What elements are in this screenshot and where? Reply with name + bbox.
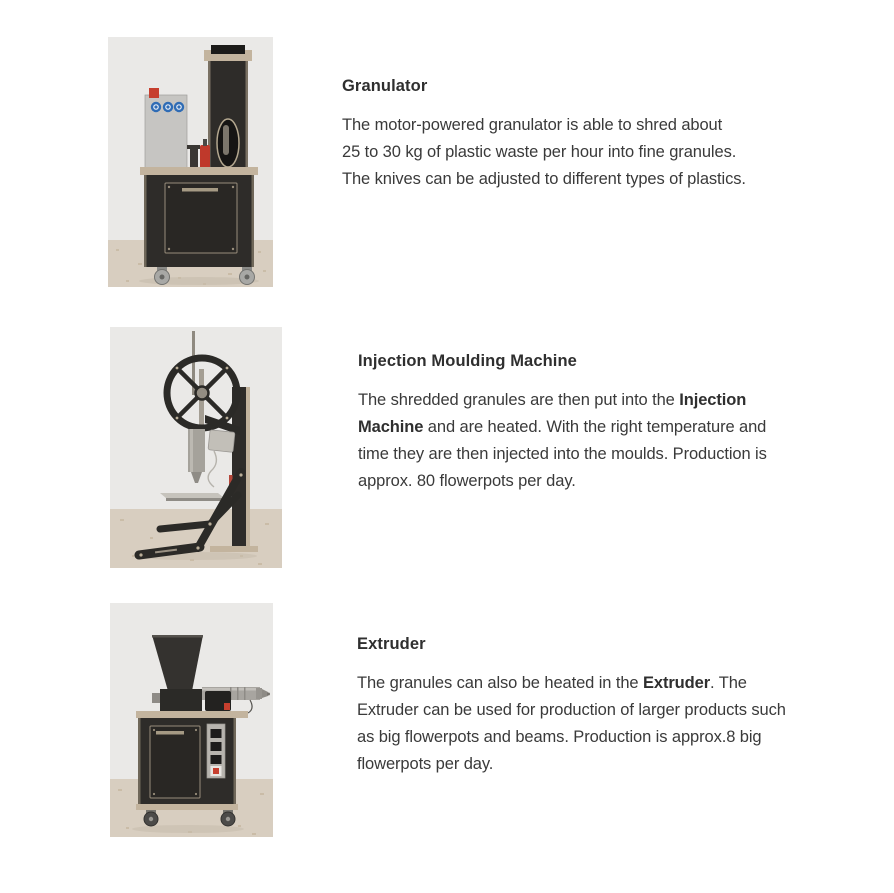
- control-panel: [145, 88, 187, 169]
- text-segment: flowerpots per day.: [357, 755, 494, 773]
- section-heading: Extruder: [357, 635, 426, 653]
- text-segment: Extruder can be used for production of larger products such: [357, 701, 786, 719]
- injection-moulding-section: [358, 348, 767, 495]
- extruder-illustration: [110, 603, 273, 837]
- text-line: [342, 112, 746, 139]
- text-line: [358, 441, 767, 468]
- base-foot: [210, 546, 258, 552]
- brand-label: [182, 188, 218, 192]
- cabinet-front-panel: [165, 183, 237, 253]
- text-line: [358, 414, 767, 441]
- section-heading: Granulator: [342, 77, 428, 95]
- text-segment-bold: Machine: [358, 418, 424, 436]
- section-heading: Injection Moulding Machine: [358, 352, 577, 370]
- shredder-column: [204, 45, 252, 169]
- text-segment: . The: [710, 674, 747, 692]
- hopper-opening: [211, 45, 245, 54]
- emergency-stop-button: [224, 703, 230, 710]
- text-segment: The granules can also be heated in the: [357, 674, 643, 692]
- text-segment: The knives can be adjusted to different types of plastics.: [342, 170, 746, 188]
- injection-moulding-machine-illustration: [110, 327, 282, 568]
- cabinet-front-panel: [150, 726, 200, 798]
- extruder-photo: [110, 603, 273, 837]
- display-windows: [211, 729, 222, 764]
- text-line: [357, 697, 786, 724]
- brand-label: [156, 731, 184, 735]
- cabinet-base-trim: [136, 804, 238, 810]
- control-strip: [207, 724, 225, 778]
- section-paragraph: [357, 670, 786, 778]
- text-segment: and are heated. With the right temperature and: [423, 418, 767, 436]
- text-segment-bold: Extruder: [642, 674, 711, 692]
- extruder-section: [357, 631, 786, 778]
- motor-box: [208, 430, 235, 453]
- text-segment: approx. 80 flowerpots per day.: [358, 472, 576, 490]
- text-line: [357, 670, 786, 697]
- text-segment: The shredded granules are then put into the: [358, 391, 680, 409]
- injection-moulding-machine-photo: [110, 327, 282, 568]
- text-segment: as big flowerpots and beams. Production is approx.8 big: [357, 728, 762, 746]
- machine-cabinet: [144, 175, 254, 267]
- section-paragraph: [358, 387, 767, 495]
- worktop: [136, 711, 248, 718]
- text-line: [342, 139, 746, 166]
- text-line: [342, 166, 746, 193]
- text-line: [357, 724, 786, 751]
- hopper-housing: [160, 689, 202, 713]
- text-line: [358, 468, 767, 495]
- granulator-illustration: [108, 37, 273, 287]
- power-button: [213, 768, 219, 774]
- text-line: [358, 387, 767, 414]
- granulator-photo: [108, 37, 273, 287]
- section-paragraph: [342, 112, 746, 193]
- worktop: [140, 167, 258, 175]
- text-segment-bold: Injection: [679, 391, 747, 409]
- text-segment: 25 to 30 kg of plastic waste per hour into fine granules.: [342, 143, 737, 161]
- text-segment: time they are then injected into the moulds. Production is: [358, 445, 767, 463]
- text-line: [357, 751, 786, 778]
- safety-signs: [151, 102, 184, 112]
- text-segment: The motor-powered granulator is able to shred about: [342, 116, 723, 134]
- mould-table: [160, 493, 224, 501]
- emergency-stop-button: [149, 88, 159, 98]
- granulator-section: [342, 73, 746, 193]
